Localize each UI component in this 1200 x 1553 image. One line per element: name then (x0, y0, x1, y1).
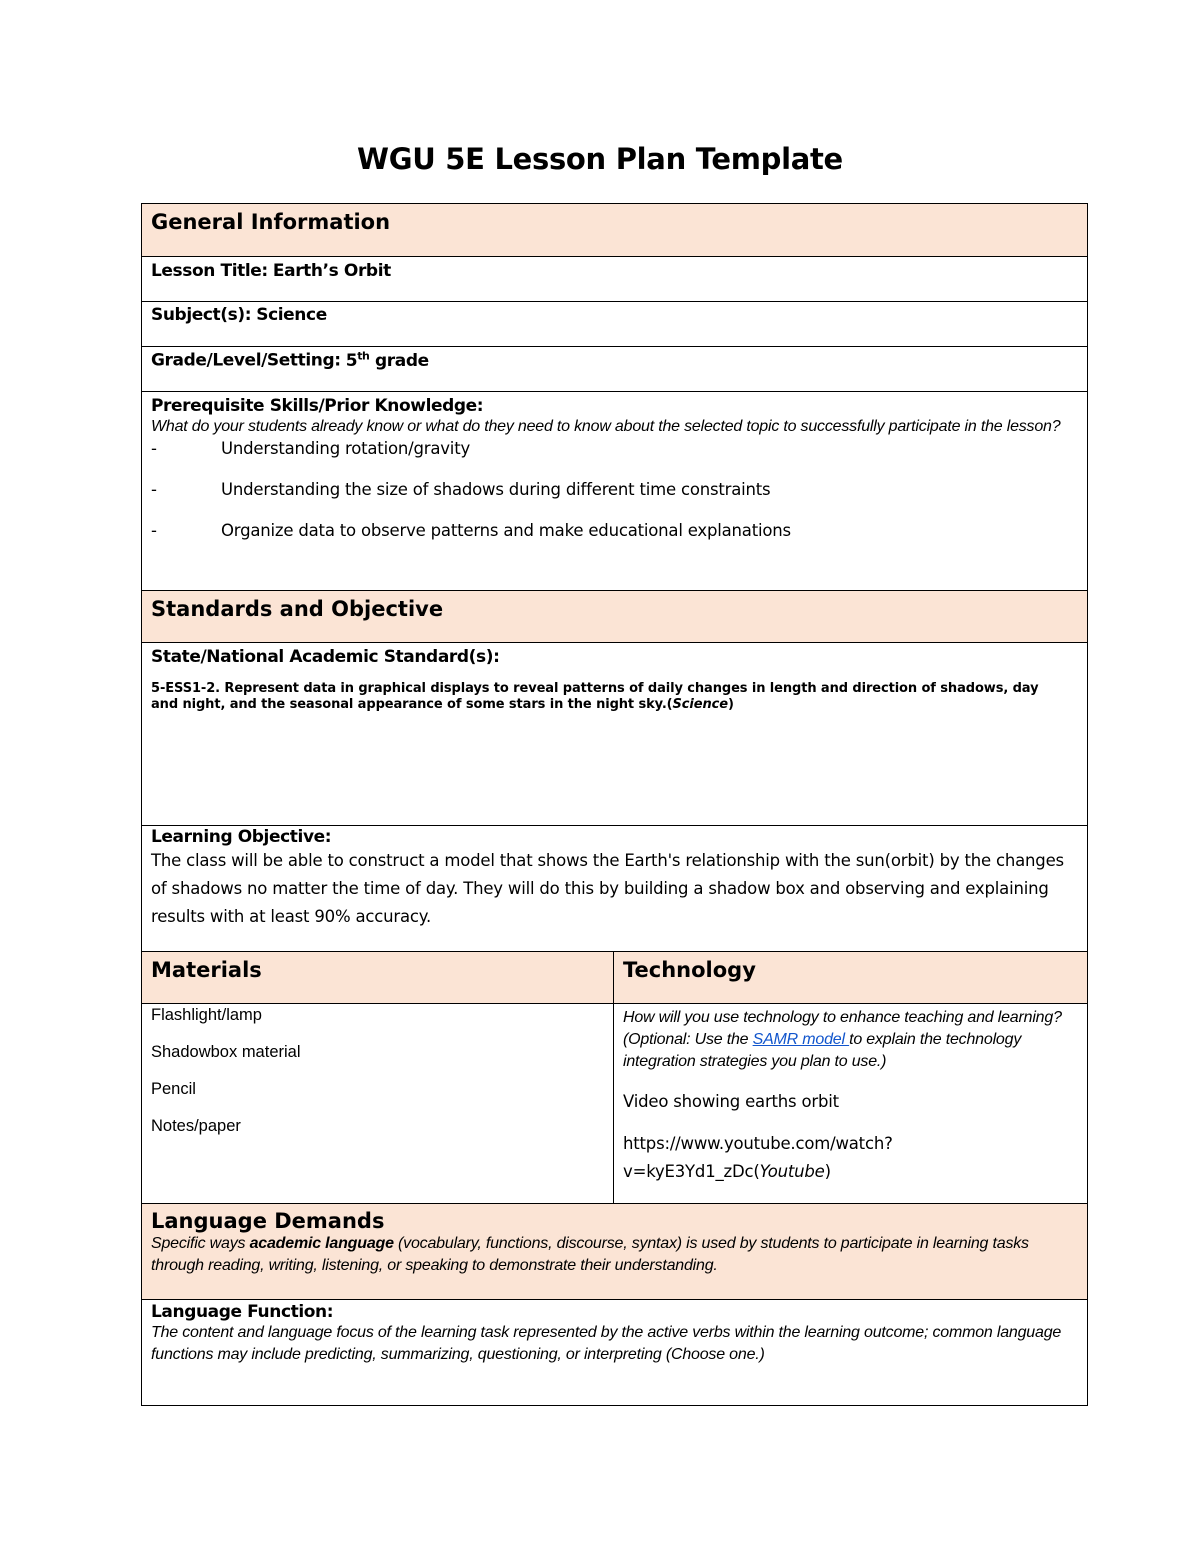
language-desc-b: (vocabulary, functions, discourse, syntax) is used by students to participate in learning tasks through reading, writing, listening, or speaking to demonstrate their understanding. (151, 1235, 1029, 1274)
grade-label: Grade/Level/Setting: (151, 350, 341, 371)
technology-cell (614, 1004, 1088, 1204)
bullet-dash: - (151, 439, 157, 458)
prerequisite-row (142, 392, 1088, 591)
subject-label: Subject(s): (151, 305, 252, 325)
grade-word: grade (375, 350, 429, 371)
section-heading: Language Demands (151, 1209, 385, 1233)
subject-value: Science (256, 305, 327, 325)
language-demands-header (142, 1204, 1088, 1300)
prerequisite-item (151, 480, 1078, 499)
prerequisite-item-text: Understanding the size of shadows during different time constraints (221, 480, 771, 499)
language-function-prompt: The content and language focus of the learning task represented by the active verbs within the learning outcome; common language functions may include predicting, summarizing, questioning, or interpreting (Choose one.) (151, 1324, 1062, 1363)
technology-url-close: ) (824, 1162, 831, 1181)
materials-cell (142, 1004, 614, 1204)
lesson-title-field (151, 257, 1078, 281)
technology-url-source: Youtube (759, 1162, 825, 1181)
page-title: WGU 5E Lesson Plan Template (357, 142, 843, 176)
standard-line-2-text: and night, and the seasonal appearance of some stars in the night sky.( (151, 697, 673, 712)
language-function-label: Language Function: (151, 1302, 334, 1322)
prerequisite-item (151, 439, 1078, 458)
section-heading: Materials (151, 958, 262, 982)
subject-row (142, 302, 1088, 347)
grade-number: 5 (345, 350, 358, 371)
section-heading: General Information (151, 210, 391, 234)
section-heading: Standards and Objective (151, 597, 444, 621)
technology-video: Video showing earths orbit (623, 1092, 839, 1111)
subject-field (151, 302, 1078, 325)
standard-label: State/National Academic Standard(s): (151, 647, 500, 667)
prerequisite-item-text: Organize data to observe patterns and make educational explanations (221, 521, 791, 540)
materials-item: Notes/paper (151, 1117, 241, 1135)
technology-prompt (623, 1007, 1078, 1073)
bullet-dash: - (151, 521, 157, 540)
technology-prompt-a: How will you use technology to enhance teaching and learning? (Optional: Use the (623, 1009, 1062, 1048)
technology-prompt-b: to explain the technology integration strategies you plan to use.) (623, 1031, 1022, 1070)
prerequisite-label: Prerequisite Skills/Prior Knowledge: (151, 396, 484, 416)
standard-line-2 (151, 697, 1078, 713)
standard-close: ) (727, 697, 734, 712)
bullet-dash: - (151, 480, 157, 499)
lesson-title-row (142, 257, 1088, 302)
standard-line-1: 5-ESS1-2. Represent data in graphical displays to reveal patterns of daily changes in length and direction of shadows, day (151, 681, 1039, 696)
learning-objective-label: Learning Objective: (151, 827, 332, 847)
samr-model-link[interactable]: SAMR model (752, 1031, 850, 1048)
prerequisite-prompt: What do your students already know or what do they need to know about the selected topic to successfully participate in the lesson? (151, 418, 1061, 435)
materials-item: Flashlight/lamp (151, 1006, 262, 1024)
general-information-header (142, 204, 1088, 257)
technology-header (614, 952, 1088, 1004)
technology-url-line-1: https://www.youtube.com/watch? (623, 1134, 893, 1153)
materials-header (142, 952, 614, 1004)
learning-objective-text: The class will be able to construct a model that shows the Earth's relationship with the sun(orbit) by the changes of shadows no matter the time of day. They will do this by building a shadow box and observing and explaining results with at least 90% accuracy. (151, 851, 1064, 926)
grade-value (346, 351, 429, 371)
section-heading: Technology (623, 958, 756, 982)
technology-url (623, 1130, 1078, 1186)
lesson-title-value: Earth’s Orbit (272, 261, 391, 281)
grade-row (142, 347, 1088, 392)
standards-objective-header (142, 591, 1088, 643)
prerequisite-item-text: Understanding rotation/gravity (221, 439, 471, 458)
language-demands-description (151, 1233, 1078, 1277)
lesson-plan-table (141, 203, 1088, 1406)
materials-item: Pencil (151, 1080, 196, 1098)
prerequisite-item (151, 521, 1078, 540)
standards-row (142, 643, 1088, 826)
language-function-row (142, 1300, 1088, 1406)
grade-field (151, 347, 1078, 371)
language-desc-a: Specific ways (151, 1235, 250, 1252)
lesson-title-label: Lesson Title: (151, 261, 268, 281)
grade-suffix: th (357, 349, 370, 362)
materials-item: Shadowbox material (151, 1043, 301, 1061)
technology-url-line-2: v=kyE3Yd1_zDc( (623, 1162, 760, 1181)
language-desc-bold: academic language (249, 1235, 394, 1252)
standard-subject: Science (672, 697, 728, 712)
learning-objective-row (142, 826, 1088, 952)
